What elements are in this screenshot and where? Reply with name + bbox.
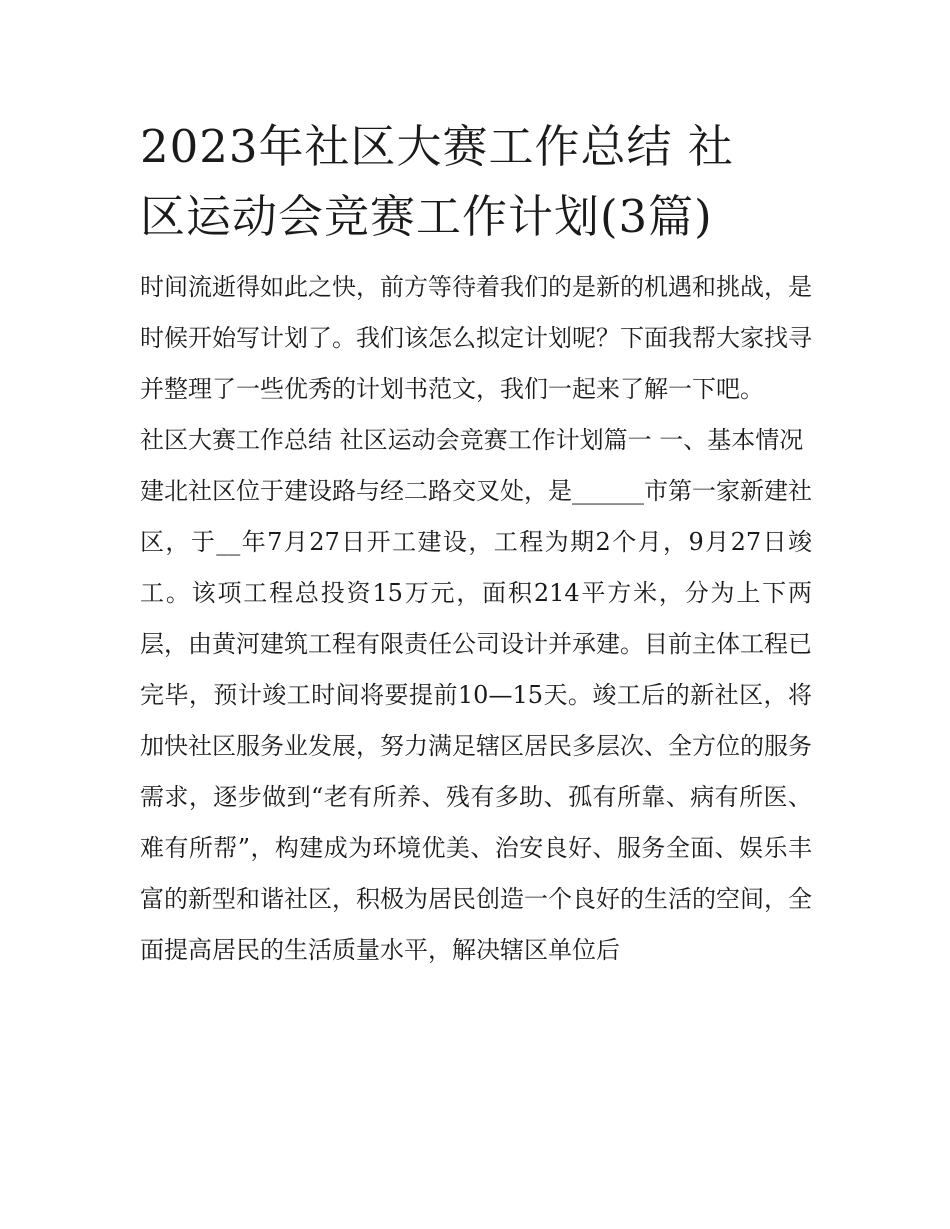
document-title <box>140 112 812 252</box>
document-page <box>140 112 812 976</box>
body-paragraph: 建北社区位于建设路与经二路交叉处，是______市第一家新建社区，于__年7月27日开工建设，工程为期2个月，9月27日竣工。该项工程总投资15万元，面积214平方米，分为上下两层，由黄河建筑工程有限责任公司设计并承建。目前主体工程已完毕，预计竣工时间将要提前10—15天。竣工后的新社区，将加快社区服务业发展，努力满足辖区居民多层次、全方位的服务需求，逐步做到“老有所养、残有多助、孤有所靠、病有所医、难有所帮”，构建成为环境优美、治安良好、服务全面、娱乐丰富的新型和谐社区，积极为居民创造一个良好的生活的空间，全面提高居民的生活质量水平，解决辖区单位后 <box>140 477 812 964</box>
intro-paragraph: 时间流逝得如此之快，前方等待着我们的是新的机遇和挑战，是时候开始写计划了。我们该怎么拟定计划呢？下面我帮大家找寻并整理了一些优秀的计划书范文，我们一起来了解一下吧。 <box>140 273 812 403</box>
title-line-2: 区运动会竞赛工作计划(3篇) <box>140 190 713 243</box>
section-heading-paragraph: 社区大赛工作总结 社区运动会竞赛工作计划篇一 一、基本情况 <box>140 426 804 454</box>
title-line-1: 2023年社区大赛工作总结 社 <box>140 120 734 173</box>
